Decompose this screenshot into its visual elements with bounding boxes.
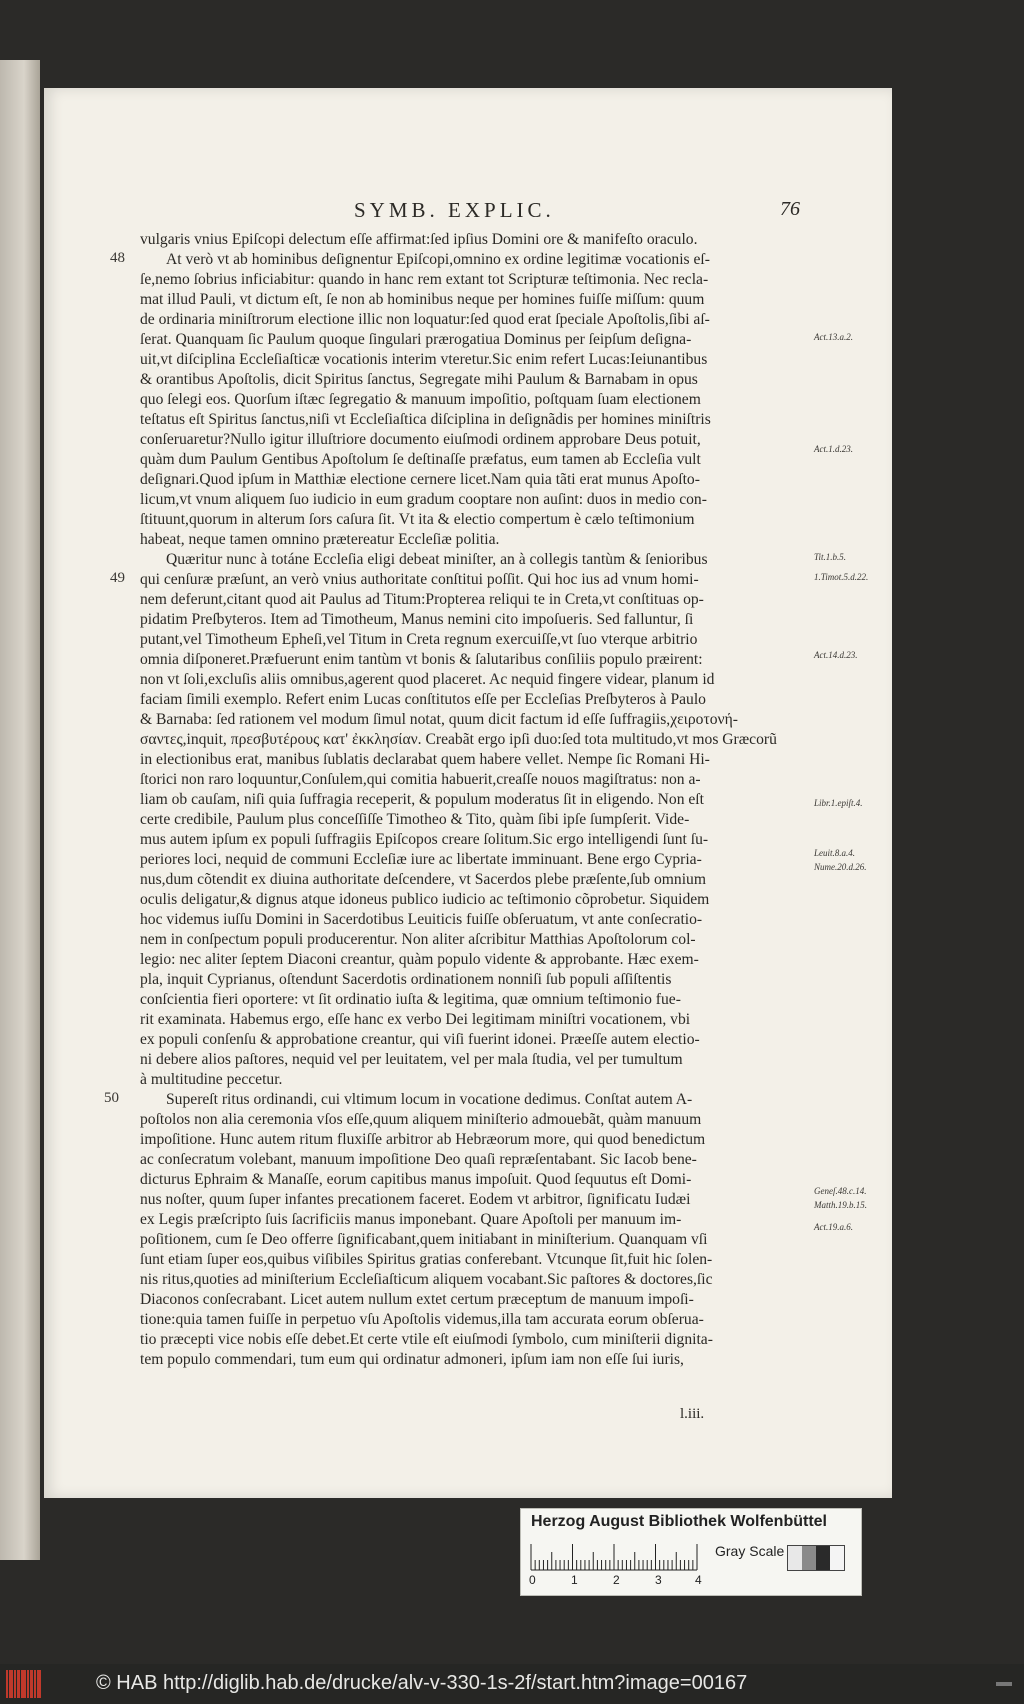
text-line: σαντες,inquit, πρεσβυτέρους κατ' ἐκκλησίαν. Creabãt ergo ipſi duo:ſed tota multitudo,vt mos Græcorũ [140,731,777,748]
gray-scale-card [520,1508,862,1596]
text-line: faciam ſimili exemplo. Refert enim Lucas conſtitutos eſſe per Eccleſias Preſbyteros à Paulo [140,691,706,708]
text-line: qui cenſuræ præſunt, an verò vnius authoritate conſtitui poſſit. Qui hoc ius ad vnum homi- [140,571,699,588]
text-line: ni debere alios paſtores, nequid vel per leuitatem, vel per mala ſtudia, vel per tumultum [140,1051,683,1068]
text-line: hoc videmus iuſſu Domini in Sacerdotibus Leuiticis fuiſſe obſeruatum, vt ante conſecratio- [140,911,703,928]
text-line: quo ſelegi eos. Quorſum iſtæc ſegregatio & manuum impoſitio, poſtquam ſuam electionem [140,391,701,408]
text-line: ex populi conſenſu & approbatione creantur, qui viſi fuerint idonei. Præeſſe autem electio- [140,1031,700,1048]
text-line: dicturus Ephraim & Manaſſe, eorum capitibus manus impoſuit. Quod ſequutus eſt Domi- [140,1171,692,1188]
tick-label: 0 [529,1573,536,1587]
text-line: pidatim Preſbyteros. Item ad Timotheum, Manus nemini cito impoſueris. Sed falluntur, ſi [140,611,694,628]
text-line: poſitionem, cum ſe Deo offerre ſignificabant,quem initiabant in miniſterium. Quanquam vſi [140,1231,708,1248]
library-title: Herzog August Bibliothek Wolfenbüttel [531,1513,827,1530]
margin-note: Act.13.a.2. [814,332,853,342]
text-line: à multitudine peccetur. [140,1071,283,1088]
text-body [140,230,808,1370]
left-page-edge [0,60,40,1560]
text-line: conſeruaretur?Nullo igitur illuſtriore documento eiuſmodi ordinem approbare Deus potuit, [140,431,701,448]
text-line: impoſitione. Hunc autem ritum fluxiſſe arbitror ab Hebræorum more, qui quod benedictum [140,1131,706,1148]
gray-swatches [787,1545,845,1571]
text-line: teſtatus eſt Spiritus ſanctus,niſi vt Eccleſiaſtica diſciplina in deſignãdis per homines miniſtris [140,411,711,428]
text-line: liam ob cauſam, niſi quia ſuffragia receperit, & populum moderatus ſit in eligendo. Non eſt [140,791,704,808]
paragraph-number: 50 [104,1090,119,1106]
text-line: poſtolos non alia ceremonia vſos eſſe,quum aliquem miniſterio admouebãt, quàm manuum [140,1111,702,1128]
running-title: SYMB. EXPLIC. [354,198,555,222]
text-line: deſignari.Quod ipſum in Matthiæ electione cernere licet.Nam quia tãti erat munus Apoſto- [140,471,700,488]
text-line: nem in conſpectum populi producerentur. Non aliter aſcribitur Matthias Apoſtolorum col- [140,931,696,948]
text-line: Quæritur nunc à totáne Eccleſia eligi debeat miniſter, an à collegis tantùm & ſenioribus [166,551,708,568]
tick-label: 2 [613,1573,620,1587]
text-line: putant,vel Timotheum Epheſi,vel Titum in Creta regnum exercuiſſe,vt ſuo vterque arbitrio [140,631,698,648]
text-line: de ordinaria miniſtrorum electione illic non loquatur:ſed quod erat ſpeciale Apoſtolis,ſibi aſ- [140,311,710,328]
margin-note: Matth.19.b.15. [814,1200,867,1210]
text-line: pla, inquit Cyprianus, oſtendunt Sacerdotis ordinationem nonniſi ſub populi aſſiſtentis [140,971,672,988]
margin-note: Leuit.8.a.4. [814,848,856,858]
text-line: periores loci, nequid de communi Eccleſiæ iure ac libertate imminuant. Bene ergo Cypria- [140,851,702,868]
text-line: ex Legis præſcripto ſuis ſacrificiis manus imponebant. Quare Apoſtoli per manuum im- [140,1211,682,1228]
text-line: tio præcepti vice nobis eſſe debet.Et certe vtile eſt eiuſmodi ſymbolo, cum miniſterii dignita- [140,1331,713,1348]
margin-note: 1.Timot.5.d.22. [814,572,869,582]
paragraph-number: 49 [110,570,125,586]
hab-logo-icon [6,1670,46,1698]
copyright-link[interactable]: © HAB http://diglib.hab.de/drucke/alv-v-330-1s-2f/start.htm?image=00167 [96,1672,748,1694]
text-line: oculis deligatur,& dignus atque idoneus publico iudicio ac teſtimonio cõprobetur. Siquidem [140,891,710,908]
text-line: tem populo commendari, tum eum qui ordinatur admoneri, ipſum iam non eſſe ſui iuris, [140,1351,684,1368]
text-line: ſerat. Quanquam ſic Paulum quoque ſingulari prærogatiua Dominus per ſeipſum deſigna- [140,331,692,348]
text-line: tione:quia tamen fuiſſe in perpetuo vſu Apoſtolis videmus,illa tam accurata eorum obſerua- [140,1311,704,1328]
signature-mark: l.iii. [680,1406,705,1422]
text-line: & orantibus Apoſtolis, dicit Spiritus ſanctus, Segregate mihi Paulum & Barnabam in opus [140,371,698,388]
paragraph-number: 48 [110,250,125,266]
page-number: 76 [780,198,800,220]
text-line: conſcientia fieri oportere: vt ſit ordinatio iuſta & legitima, quæ omnium teſtimonio fue- [140,991,681,1008]
text-line: mat illud Pauli, vt dictum eſt, ſe non ab hominibus neque per homines fuiſſe miſſum: quum [140,291,705,308]
margin-note: Act.19.a.6. [814,1222,853,1232]
text-line: non vt ſoli,excluſis aliis omnibus,agerent quod placeret. Ac nequid fingere videar, planum id [140,671,715,688]
margin-note: Tit.1.b.5. [814,552,847,562]
text-line: nus,dum cõtendit ex diuina authoritate deſcendere, vt Sacerdos plebe præſente,ſub omnium [140,871,706,888]
text-line: rit examinata. Habemus ergo, eſſe hanc ex verbo Dei legitimam miniſtri vocationem, vbi [140,1011,691,1028]
tick-label: 1 [571,1573,578,1587]
text-line: ſtituunt,quorum in alterum ſors caſura ſit. Vt ita & electio compertum è cælo teſtimonium [140,511,695,528]
text-line: nis ritus,quoties ad miniſterium Eccleſiaſticum aliquem vocabant.Sic paſtores & doctores,ſic [140,1271,713,1288]
ruler [529,1541,699,1571]
text-line: uit,vt diſciplina Eccleſiaſticæ vocationis interim vteretur.Sic enim refert Lucas:Ieiunantibus [140,351,708,368]
text-line: nus noſter, quum ſuper infantes precationem faceret. Eodem vt arbitror, ſignificatu Iudæi [140,1191,691,1208]
text-line: ſe,nemo ſobrius inficiabitur: quando in hanc rem extant tot Scripturæ teſtimonia. Nec recla- [140,271,709,288]
margin-note: Libr.1.epiſt.4. [814,798,863,808]
margin-note: Act.14.d.23. [814,650,858,660]
book-page [44,88,892,1498]
text-line: licum,vt vnum aliquem ſuo iudicio in eum gradum cooptare non auſint: duos in medio con- [140,491,707,508]
tick-label: 4 [695,1573,702,1587]
gray-scale-label: Gray Scale [715,1543,785,1559]
text-line: quàm dum Paulum Gentibus Apoſtolum ſe deſtinaſſe præfatus, eum tamen ab Eccleſia vult [140,451,701,468]
tick-label: 3 [655,1573,662,1587]
text-line: certe credibile, Paulum plus conceſſiſſe Timotheo & Tito, quàm ſibi ipſe ſumpſerit. Vide- [140,811,690,828]
text-line: ſunt etiam ſuper eos,quibus viſibiles Spiritus gratias conferebant. Vtcunque ſit,fuit hic ſolen- [140,1251,713,1268]
margin-note: Geneſ.48.c.14. [814,1186,867,1196]
text-line: vulgaris vnius Epiſcopi delectum eſſe affirmat:ſed ipſius Domini ore & manifeſto oraculo. [140,231,698,248]
text-line: omnia diſponeret.Præfuerunt enim tantùm vt bonis & ſalutaribus conſiliis populo præirent: [140,651,703,668]
text-line: Supereſt ritus ordinandi, cui vltimum locum in vocatione dedimus. Conſtat autem A- [166,1091,693,1108]
footer-dots [996,1682,1012,1686]
text-line: ſtorici non raro loquuntur,Conſulem,qui comitia habuerit,creaſſe nouos magiſtratus: non a- [140,771,701,788]
text-line: At verò vt ab hominibus deſignentur Epiſcopi,omnino ex ordine legitimæ vocationis eſ- [166,251,710,268]
text-line: legio: nec aliter ſeptem Diaconi creantur, quàm populo vidente & approbante. Hæc exem- [140,951,699,968]
text-line: & Barnaba: ſed rationem vel modum ſimul notat, quum dicit factum id eſſe ſuffragiis,χειροτονή- [140,711,738,728]
text-line: in electionibus erat, manibus ſublatis declarabat quem habere vellet. Nempe ſic Romani Hi- [140,751,710,768]
text-line: ac conſecratum volebant, manuum impoſitione Deo quaſi repræſentabant. Sic Iacob bene- [140,1151,697,1168]
text-line: mus autem ipſum ex populi ſuffragiis Epiſcopos creare ſolitum.Sic ergo intelligendi ſunt ſu- [140,831,709,848]
margin-note: Nume.20.d.26. [814,862,867,872]
text-line: Diaconos conſecrabant. Licet autem nullum extet certum præceptum de manuum impoſi- [140,1291,694,1308]
text-line: nem deferunt,citant quod ait Paulus ad Titum:Propterea reliqui te in Creta,vt conſtituas op- [140,591,704,608]
margin-note: Act.1.d.23. [814,444,853,454]
text-line: habeat, neque tamen omnino prætereatur Eccleſiæ politia. [140,531,500,548]
